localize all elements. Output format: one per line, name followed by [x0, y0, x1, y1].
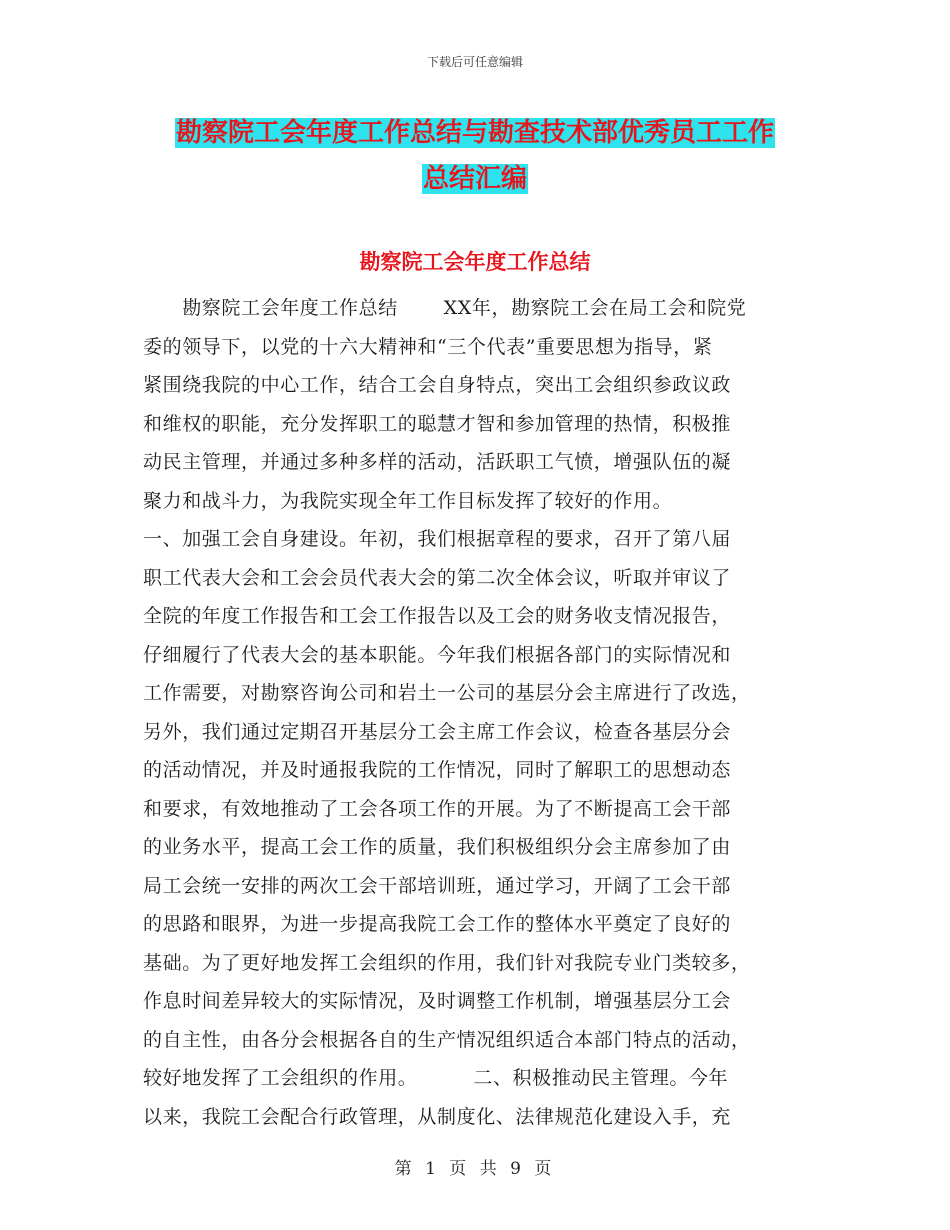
text-line: 的自主性，由各分会根据各自的生产情况组织适合本部门特点的活动，	[143, 1028, 751, 1051]
header-note: 下载后可任意编辑	[426, 55, 523, 69]
text-line: 的活动情况，并及时通报我院的工作情况，同时了解职工的思想动态	[143, 759, 732, 781]
text-line: 局工会统一安排的两次工会干部培训班，通过学习，开阔了工会干部	[143, 874, 732, 897]
text-line: 和要求，有效地推动了工会各项工作的开展。为了不断提高工会干部	[143, 797, 732, 820]
body-text	[143, 289, 819, 1136]
text-line: 紧围绕我院的中心工作，结合工会自身特点，突出工会组织参政议政	[143, 374, 732, 396]
text-line: 仔细履行了代表大会的基本职能。今年我们根据各部门的实际情况和	[143, 643, 732, 666]
text-line: 作息时间差异较大的实际情况，及时调整工作机制，增强基层分工会	[143, 990, 732, 1012]
text-line: 一、加强工会自身建设。年初，我们根据章程的要求，召开了第八届	[143, 528, 732, 550]
document-title-line-1: 勘察院工会年度工作总结与勘查技术部优秀员工工作	[175, 118, 774, 148]
text-line: 工作需要，对勘察咨询公司和岩土一公司的基层分会主席进行了改选，	[143, 682, 751, 704]
text-line: 聚力和战斗力，为我院实现全年工作目标发挥了较好的作用。	[143, 489, 673, 512]
text-line: 基础。为了更好地发挥工会组织的作用，我们针对我院专业门类较多，	[143, 951, 751, 974]
text-line: 委的领导下，以党的十六大精神和“三个代表”重要思想为指导，紧	[143, 335, 713, 358]
text-line: 的思路和眼界，为进一步提高我院工会工作的整体水平奠定了良好的	[143, 913, 732, 935]
text-line: 全院的年度工作报告和工会工作报告以及工会的财务收支情况报告，	[143, 605, 732, 627]
text-line: 的业务水平，提高工会工作的质量，我们积极组织分会主席参加了由	[143, 836, 732, 858]
text-line: 较好地发挥了工会组织的作用。 二、积极推动民主管理。今年	[143, 1067, 729, 1089]
section-title: 勘察院工会年度工作总结	[359, 250, 591, 274]
text-line: 动民主管理，并通过多种多样的活动，活跃职工气愤，增强队伍的凝	[143, 451, 732, 473]
page-number: 第 1 页 共 9 页	[394, 1159, 556, 1179]
text-line: 以来，我院工会配合行政管理，从制度化、法律规范化建设入手，充	[143, 1105, 732, 1128]
text-line: 另外，我们通过定期召开基层分工会主席工作会议，检查各基层分会	[143, 720, 732, 743]
text-line: 勘察院工会年度工作总结 XX年，勘察院工会在局工会和院党	[143, 297, 747, 319]
document-title-line-2: 总结汇编	[422, 164, 527, 194]
text-line: 和维权的职能，充分发挥职工的聪慧才智和参加管理的热情，积极推	[143, 412, 732, 435]
document-title	[120, 110, 830, 202]
text-line: 职工代表大会和工会会员代表大会的第二次全体会议，听取并审议了	[143, 566, 732, 589]
